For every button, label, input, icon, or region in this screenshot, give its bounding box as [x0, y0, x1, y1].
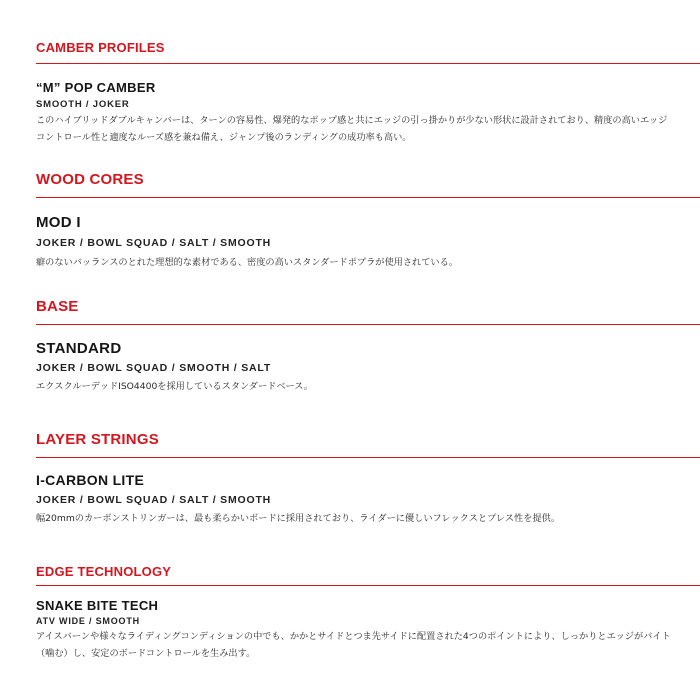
item-description: 癖のないバッランスのとれた理想的な素材である、密度の高いスタンダードポプラが使用されている。	[36, 257, 458, 268]
item-description: アイスバーンや様々なライディングコンディションの中でも、かかとサイドとつま先サイドに配置された4つのポイントにより、しっかりとエッジがバイト（噛む）し、安定のボードコントロールを生み出す。	[36, 631, 671, 659]
item-description: 幅20mmのカーボンストリンガーは、最も柔らかいボードに採用されており、ライダーに優しいフレックスとプレス性を提供。	[36, 513, 560, 524]
item-models: JOKER / BOWL SQUAD / SALT / SMOOTH	[36, 237, 272, 249]
item-title: STANDARD	[36, 340, 122, 357]
item-title: SNAKE BITE TECH	[36, 598, 159, 613]
section-divider	[36, 197, 700, 198]
item-description: エクスクルーデッドISO4400を採用しているスタンダードベース。	[36, 381, 313, 392]
item-title: “M” POP CAMBER	[36, 80, 156, 95]
section-heading: WOOD CORES	[36, 171, 144, 188]
item-models: ATV WIDE / SMOOTH	[36, 616, 140, 626]
section-divider	[36, 585, 700, 586]
item-models: JOKER / BOWL SQUAD / SMOOTH / SALT	[36, 362, 272, 374]
section-divider	[36, 63, 700, 64]
item-models: JOKER / BOWL SQUAD / SALT / SMOOTH	[36, 494, 272, 506]
item-description: このハイブリッドダブルキャンバーは、ターンの容易性、爆発的なポップ感と共にエッジの引っ掛かりが少ない形状に設計されており、精度の高いエッジコントロール性と適度なルーズ感を兼ね備え、ジャンプ後のランディングの成功率も高い。	[36, 115, 668, 143]
section-heading: LAYER STRINGS	[36, 431, 159, 448]
item-models: SMOOTH / JOKER	[36, 99, 130, 110]
item-title: I-CARBON LITE	[36, 472, 145, 488]
section-divider	[36, 457, 700, 458]
item-title: MOD I	[36, 214, 81, 231]
section-divider	[36, 324, 700, 325]
section-heading: BASE	[36, 298, 79, 315]
section-heading: CAMBER PROFILES	[36, 40, 165, 55]
section-heading: EDGE TECHNOLOGY	[36, 564, 172, 579]
